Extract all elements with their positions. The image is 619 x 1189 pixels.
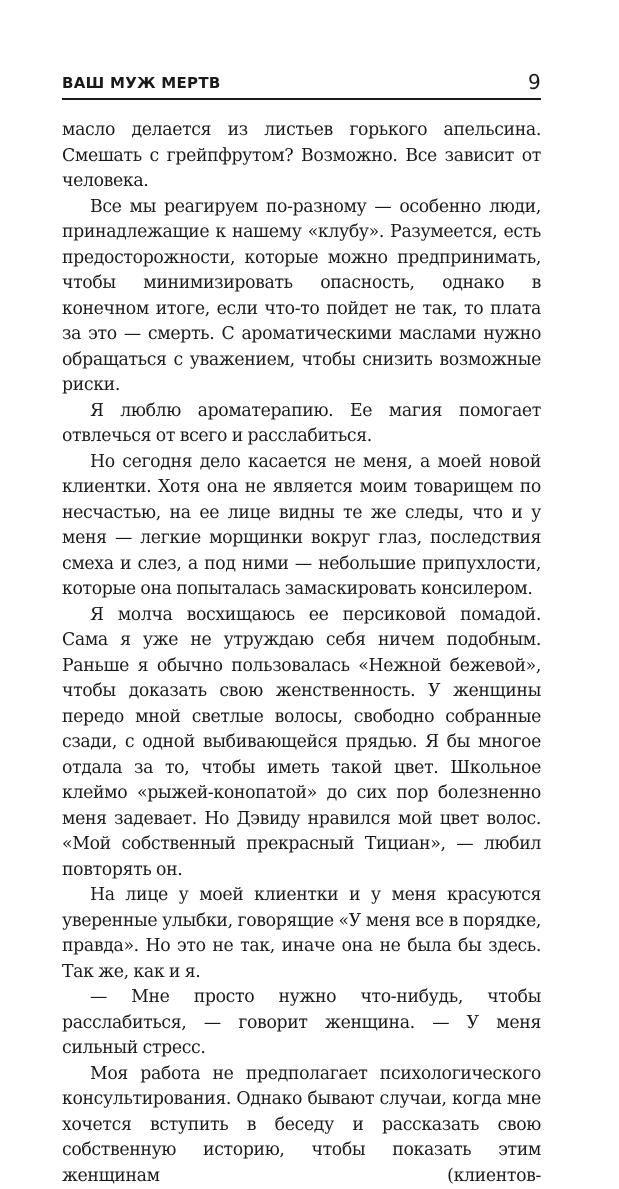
paragraph: Все мы реагируем по-разному — особенно люди, принадлежащие к нашему «клубу». Разумеется, есть предосторожности, которые можно предпринимать, чтобы минимизировать опасность, однако в конечном итоге, если что-то пойдет не так, то плата за это — смерть. С ароматическими маслами нужно обращаться с уважением, чтобы снизить возможные риски.: [62, 195, 541, 399]
paragraph: Я молча восхищаюсь ее персиковой помадой. Сама я уже не утруждаю себя ничем подобным. Раньше я обычно пользовалась «Нежной бежевой», чтобы доказать свою женственность. У женщины передо мной светлые волосы, свободно собранные сзади, с одной выбивающейся прядью. Я бы многое отдала за то, чтобы иметь такой цвет. Школьное клеймо «рыжей-конопатой» до сих пор болезненно меня задевает. Но Дэвиду нравился мой цвет волос. «Мой собственный прекрасный Тициан», — любил повторять он.: [62, 603, 541, 884]
paragraph: На лице у моей клиентки и у меня красуются уверенные улыбки, говорящие «У меня все в порядке, правда». Но это не так, иначе она не была бы здесь. Так же, как и я.: [62, 883, 541, 985]
running-header: [62, 70, 541, 100]
paragraph: Я люблю ароматерапию. Ее магия помогает отвлечься от всего и расслабиться.: [62, 399, 541, 450]
paragraph: масло делается из листьев горького апельсина. Смешать с грейпфрутом? Возможно. Все зависит от человека.: [62, 118, 541, 195]
paragraph: Но сегодня дело касается не меня, а моей новой клиентки. Хотя она не является моим товарищем по несчастью, на ее лице видны те же следы, что и у меня — легкие морщинки вокруг глаз, последствия смеха и слез, а под ними — небольшие припухлости, которые она попыталась замаскировать консилером.: [62, 450, 541, 603]
body-text: [62, 118, 541, 1189]
paragraph: Моя работа не предполагает психологического консультирования. Однако бывают случаи, когда мне хочется вступить в беседу и рассказать свою собственную историю, чтобы показать этим женщинам (клиентов-: [62, 1062, 541, 1189]
page-number: 9: [528, 70, 541, 94]
paragraph: — Мне просто нужно что-нибудь, чтобы расслабиться, — говорит женщина. — У меня сильный стресс.: [62, 985, 541, 1062]
book-title: ВАШ МУЖ МЕРТВ: [62, 74, 221, 92]
